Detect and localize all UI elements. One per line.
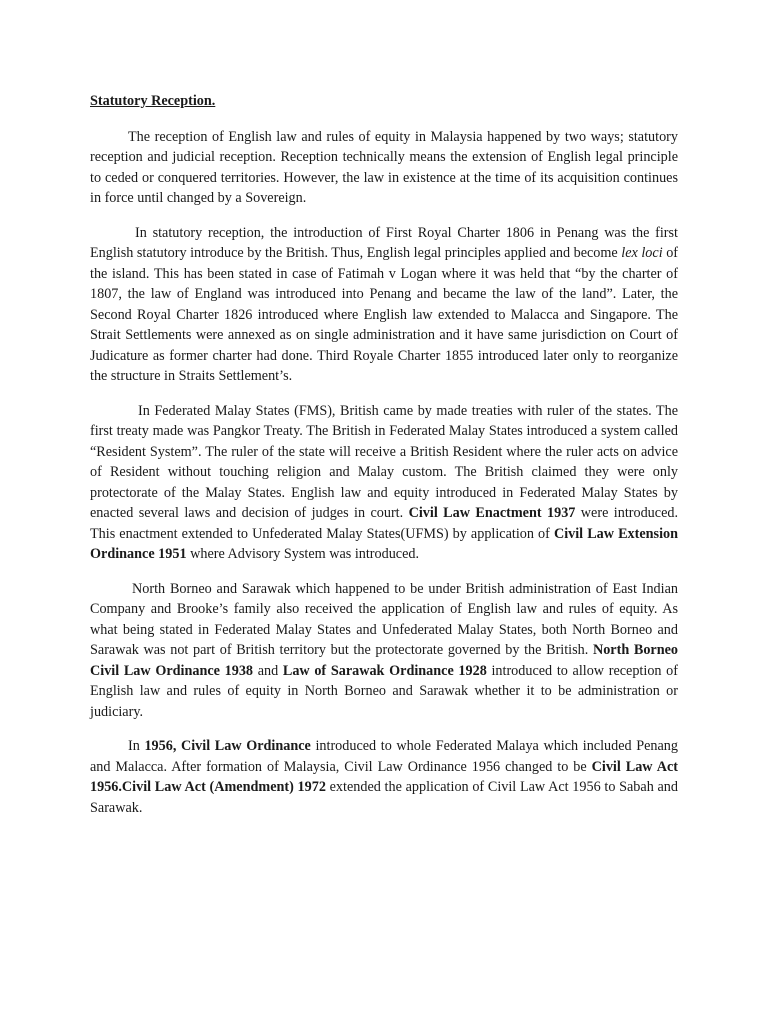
paragraph-text: were introduced. This enactment extended to Unfederated Malay States(UFMS) by application of	[90, 505, 679, 542]
paragraph-text: In statutory reception, the introduction of First Royal Charter 1806 in Penang was the first English statutory introduce by the British. Thus, English legal principles applied and become	[90, 224, 678, 261]
paragraph-civil-law-act	[90, 736, 678, 818]
paragraph-statutory-reception	[90, 223, 678, 387]
paragraph-text: North Borneo and Sarawak which happened to be under British administration of East Indian Company and Brooke’s family also received the application of English law and rules of equity. As what being stated in Federated Malay States and Unfederated Malay States, both North Borneo and Sarawak was not part of British territory but the protectorate governed by the British.	[90, 580, 678, 658]
paragraph-text: In Federated Malay States (FMS), British came by made treaties with ruler of the states. The first treaty made was Pangkor Treaty. The British in Federated Malay States introduced a system called “Resident System”. The ruler of the state will receive a British Resident where the ruler acts on advice of Resident without touching religion and Malay custom. The British claimed they were only protectorate of the Malay States. English law and equity introduced in Federated Malay States by enacted several laws and decision of judges in court.	[90, 402, 678, 521]
paragraph-text: introduced to allow reception of English law and rules of equity in North Borneo and Sarawak whether it to be administration or judiciary.	[90, 662, 678, 720]
italic-term: lex loci	[621, 245, 663, 261]
paragraph-north-borneo-sarawak	[90, 579, 678, 723]
paragraph-intro: The reception of English law and rules of equity in Malaysia happened by two ways; statutory reception and judicial reception. Reception technically means the extension of English legal principle to ceded or conquered territories. However, the law in existence at the time of its acquisition continues in force until changed by a Sovereign.	[90, 128, 678, 206]
bold-statute: Law of Sarawak Ordinance 1928	[282, 662, 487, 679]
document-body	[90, 91, 678, 832]
paragraph-text: where Advisory System was introduced.	[186, 546, 420, 562]
paragraph-text: and	[253, 662, 283, 679]
bold-statute: North Borneo Civil Law Ordinance 1938	[90, 642, 678, 679]
bold-statute: Civil Law Extension Ordinance 1951	[90, 525, 678, 562]
paragraph-text: of the island. This has been stated in case of Fatimah v Logan where it was held that “by the charter of 1807, the law of England was introduced into Penang and became the law of the land”. Later, the Second Royal Charter 1826 introduced where English law extended to Malacca and Singapore. The Strait Settlements were annexed as on single administration and it have same jurisdiction on Court of Judicature as former charter had done. Third Royale Charter 1855 introduced later only to reorganize the structure in Straits Settlement’s.	[90, 245, 679, 384]
paragraph-text: introduced to whole Federated Malaya which included Penang and Malacca. After formation of Malaysia, Civil Law Ordinance 1956 changed to be	[90, 738, 678, 775]
document-title: Statutory Reception.	[90, 93, 216, 109]
paragraph-text: extended the application of Civil Law Act 1956 to Sabah and Sarawak.	[90, 779, 678, 816]
bold-statute: Civil Law Act 1956.Civil Law Act (Amendment) 1972	[90, 758, 678, 795]
bold-statute: 1956, Civil Law Ordinance	[144, 738, 311, 754]
paragraph-federated-malay-states	[90, 401, 678, 565]
paragraph-text: In	[128, 738, 145, 754]
bold-statute: Civil Law Enactment 1937	[408, 505, 576, 521]
